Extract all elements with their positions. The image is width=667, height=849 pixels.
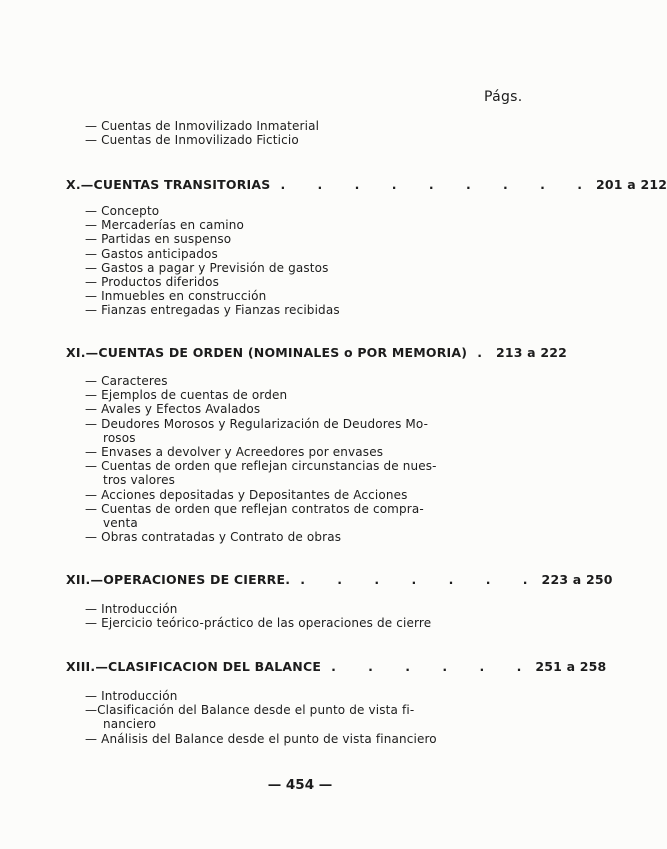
section-heading-xi bbox=[66, 345, 568, 360]
list-item: — Inmuebles en construcción bbox=[85, 289, 267, 304]
list-item-continuation: rosos bbox=[103, 430, 136, 445]
leader-dots: . . . . . . bbox=[331, 659, 536, 674]
leader-dots: . bbox=[477, 345, 496, 360]
section-heading-xiii bbox=[66, 659, 607, 674]
section-xiii-list bbox=[85, 689, 443, 746]
page-number: — 454 — bbox=[267, 777, 333, 793]
section-title: XIII.—CLASIFICACION DEL BALANCE bbox=[66, 659, 322, 674]
list-item: — Análisis del Balance desde el punto de vista financiero bbox=[85, 731, 437, 746]
list-item: — Cuentas de Inmovilizado Inmaterial bbox=[85, 119, 320, 133]
list-item bbox=[85, 717, 443, 731]
list-item bbox=[85, 473, 443, 487]
list-item bbox=[85, 516, 443, 530]
list-item: — Cuentas de orden que reflejan circunstancias de nues- bbox=[85, 459, 437, 474]
leader-dots: . . . . . . . bbox=[300, 572, 542, 587]
top-list bbox=[85, 119, 443, 147]
pags-header: Págs. bbox=[484, 89, 523, 105]
section-xi-list bbox=[85, 374, 443, 544]
list-item: — Obras contratadas y Contrato de obras bbox=[85, 530, 342, 545]
section-heading-xii bbox=[66, 572, 613, 587]
list-item bbox=[85, 431, 443, 445]
list-item-continuation: venta bbox=[103, 516, 138, 531]
section-pages: 213 a 222 bbox=[495, 345, 568, 360]
list-item: — Partidas en suspenso bbox=[85, 232, 232, 247]
list-item: — Fianzas entregadas y Fianzas recibidas bbox=[85, 303, 340, 318]
list-item: — Cuentas de orden que reflejan contratos de compra- bbox=[85, 501, 424, 516]
list-item-continuation: nanciero bbox=[103, 717, 157, 732]
list-item: — Introducción bbox=[85, 602, 178, 616]
list-item: — Productos diferidos bbox=[85, 275, 219, 290]
section-title: XII.—OPERACIONES DE CIERRE. bbox=[66, 572, 291, 587]
leader-dots: . . . . . . . . . bbox=[280, 177, 597, 192]
list-item: — Ejemplos de cuentas de orden bbox=[85, 388, 288, 403]
list-item: — Gastos anticipados bbox=[85, 246, 218, 261]
section-heading-x bbox=[66, 177, 667, 192]
list-item: — Gastos a pagar y Previsión de gastos bbox=[85, 260, 329, 275]
section-x-list bbox=[85, 204, 443, 318]
list-item: — Deudores Morosos y Regularización de Deudores Mo- bbox=[85, 416, 429, 431]
list-item: — Ejercicio teórico-práctico de las operaciones de cierre bbox=[85, 616, 432, 631]
list-item: — Envases a devolver y Acreedores por envases bbox=[85, 445, 384, 460]
list-item: — Mercaderías en camino bbox=[85, 218, 245, 233]
section-pages: 201 a 212 bbox=[596, 177, 667, 192]
section-xii-list bbox=[85, 602, 443, 630]
section-pages: 251 a 258 bbox=[535, 659, 607, 674]
list-item: — Caracteres bbox=[85, 374, 168, 388]
list-item: — Concepto bbox=[85, 204, 160, 218]
list-item: —Clasificación del Balance desde el punto de vista fi- bbox=[85, 703, 415, 718]
list-item: — Acciones depositadas y Depositantes de Acciones bbox=[85, 487, 408, 502]
list-item: — Avales y Efectos Avalados bbox=[85, 402, 261, 417]
section-pages: 223 a 250 bbox=[541, 572, 613, 587]
list-item: — Cuentas de Inmovilizado Ficticio bbox=[85, 133, 299, 148]
section-title: XI.—CUENTAS DE ORDEN (NOMINALES o POR MEMORIA) bbox=[66, 345, 468, 360]
section-title: X.—CUENTAS TRANSITORIAS bbox=[66, 177, 271, 192]
list-item-continuation: tros valores bbox=[103, 473, 176, 488]
list-item: — Introducción bbox=[85, 689, 178, 703]
